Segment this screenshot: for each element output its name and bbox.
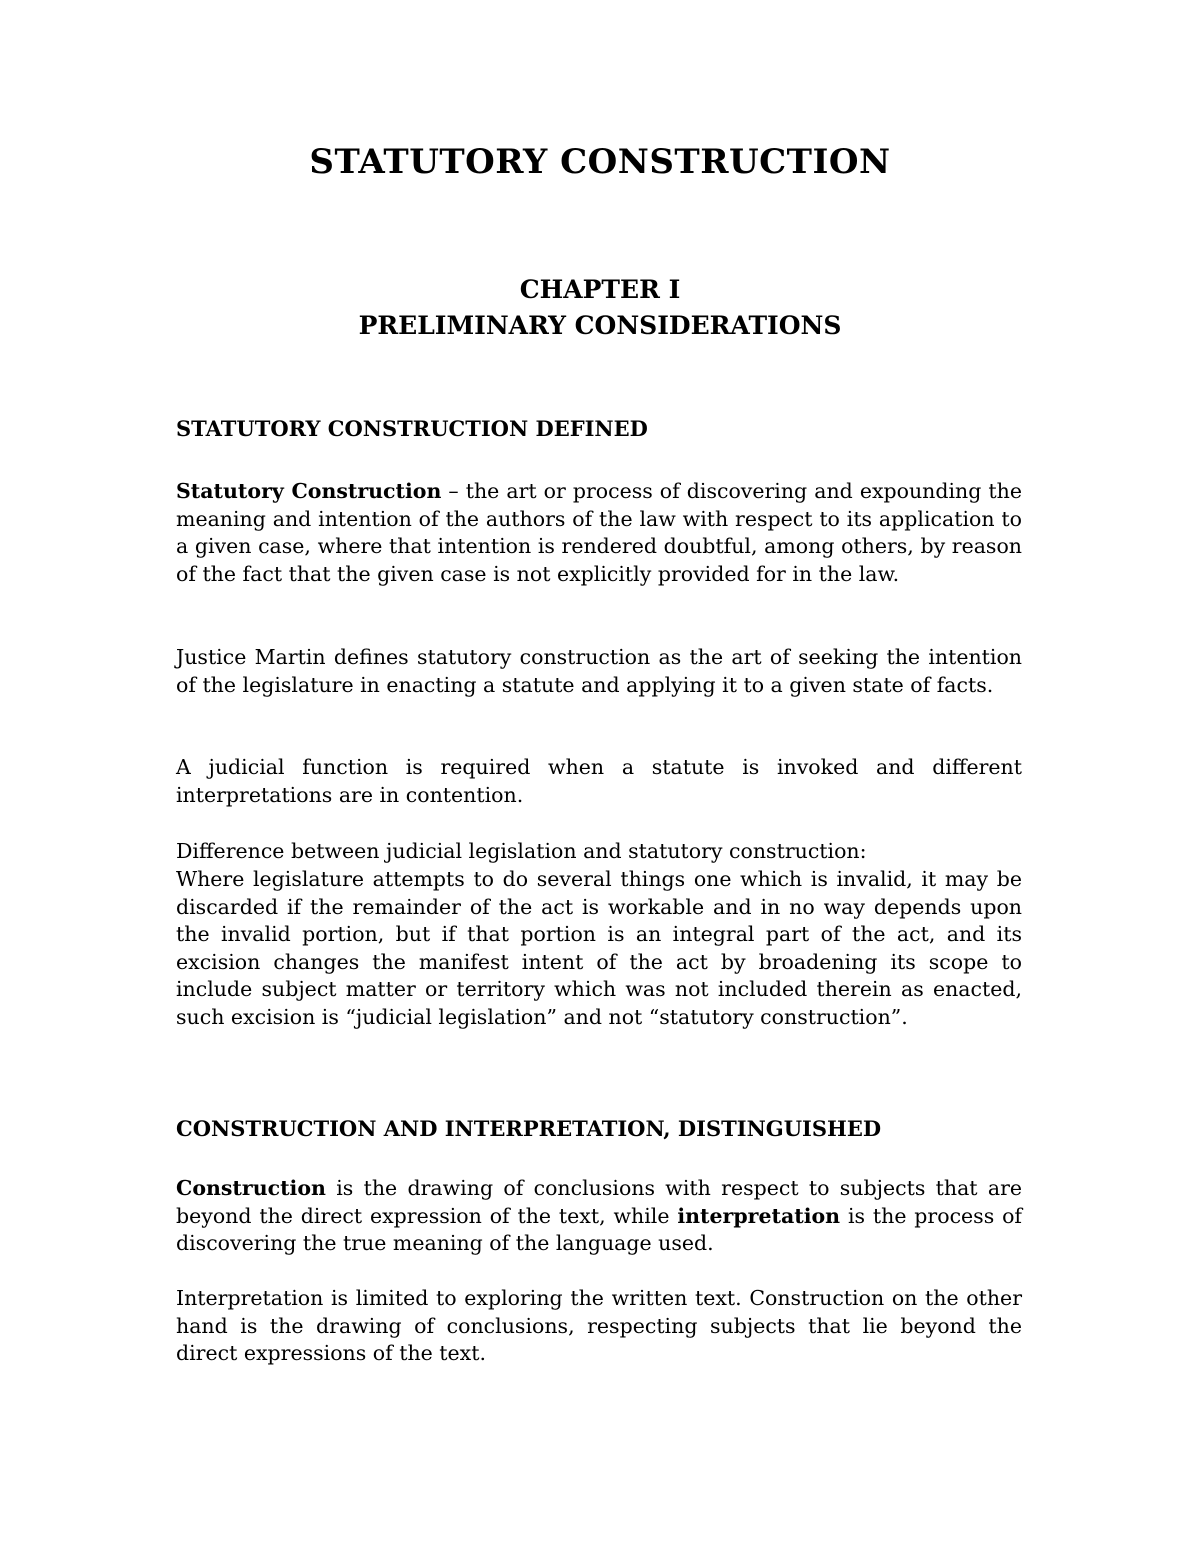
judicial-function-paragraph: A judicial function is required when a statute is invoked and different interpretations are in contention. (176, 755, 1022, 807)
definition-term: Statutory Construction (176, 479, 442, 503)
section-heading-definition: STATUTORY CONSTRUCTION DEFINED (176, 416, 648, 441)
construction-paragraph (176, 1175, 1022, 1258)
definition-text: – the art or process of discovering and expounding the meaning and intention of the authors of the law with respect to its application to a given case, where that intention is rendered doubtful, among others, by reason of the fact that the given case is not explicitly provided for in the law. (176, 479, 1023, 586)
martin-paragraph: Justice Martin defines statutory construction as the art of seeking the intention of the legislature in enacting a statute and applying it to a given state of facts. (176, 645, 1022, 697)
interpretation-paragraph: Interpretation is limited to exploring the written text. Construction on the other hand is the drawing of conclusions, respecting subjects that lie beyond the direct expressions of the text. (176, 1286, 1022, 1366)
chapter-name: PRELIMINARY CONSIDERATIONS (358, 311, 842, 340)
interpretation-term: interpretation (677, 1203, 841, 1228)
document-title: STATUTORY CONSTRUCTION (309, 142, 891, 182)
difference-paragraph: Where legislature attempts to do several things one which is invalid, it may be discarded if the remainder of the act is workable and in no way depends upon the invalid portion, but if that portion is an integral part of the act, and its excision changes the manifest intent of the act by broadening its scope to include subject matter or territory which was not included therein as enacted, such excision is “judicial legislation” and not “statutory construction”. (176, 867, 1022, 1029)
construction-term: Construction (176, 1176, 326, 1200)
chapter-heading (0, 272, 1200, 344)
difference-lead-line: Difference between judicial legislation and statutory construction: (176, 839, 867, 863)
section-heading-distinguished: CONSTRUCTION AND INTERPRETATION, DISTINGUISHED (176, 1116, 882, 1141)
definition-paragraph (176, 478, 1022, 588)
construction-text-2: is the process of discovering the true meaning of the language used. (176, 1203, 1023, 1256)
construction-text-1: is the drawing of conclusions with respect to subjects that are beyond the direct expression of the text, while (176, 1176, 1022, 1228)
chapter-number: CHAPTER I (519, 275, 681, 304)
